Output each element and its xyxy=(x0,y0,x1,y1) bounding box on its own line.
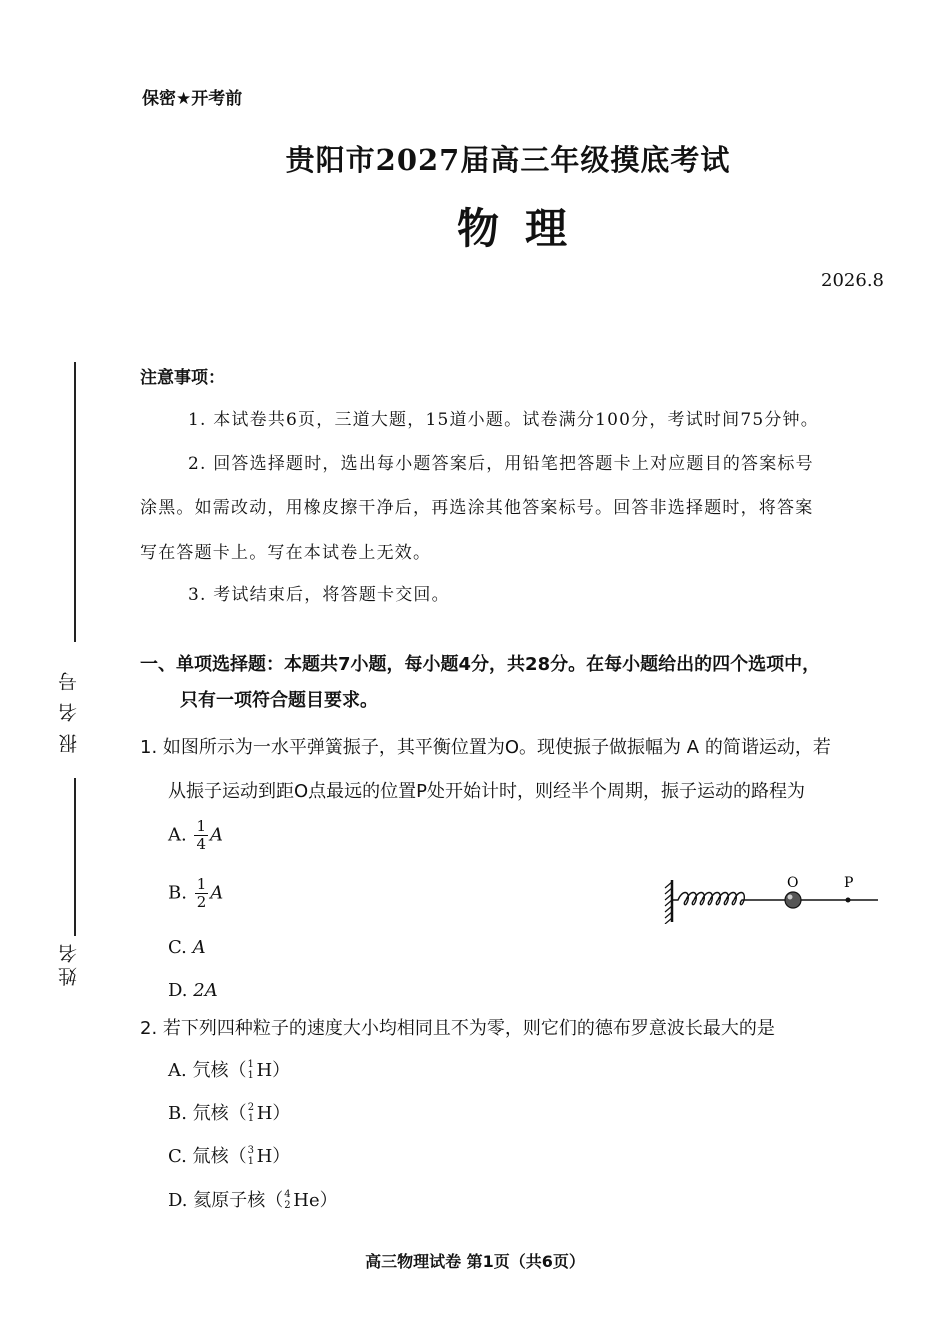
notice-item-2-line-2: 涂黑。如需改动，用橡皮擦干净后，再选涂其他答案标号。回答非选择题时，将答案 xyxy=(140,498,814,518)
close-paren: ） xyxy=(319,1190,338,1211)
spring-oscillator-figure xyxy=(660,868,880,924)
atomic-number: 1 xyxy=(247,1070,254,1081)
notice-item-2-line-1: 2. 回答选择题时，选出每小题答案后，用铅笔把答题卡上对应题目的答案标号 xyxy=(188,454,814,474)
question-2-option-c xyxy=(168,1142,290,1168)
close-paren: ） xyxy=(272,1103,291,1124)
spring-coil xyxy=(672,893,786,905)
fraction-numerator: 1 xyxy=(196,875,207,893)
name-label: 姓名 xyxy=(58,940,80,986)
name-line xyxy=(74,778,76,936)
label-o: O xyxy=(787,875,799,891)
option-letter: A. xyxy=(168,1060,187,1081)
particle-name: 氦原子核（ xyxy=(193,1190,284,1211)
subject-title: 物理 xyxy=(456,204,593,253)
notice-heading: 注意事项： xyxy=(140,368,225,388)
close-paren: ） xyxy=(272,1060,291,1081)
particle-name: 氕核（ xyxy=(192,1060,247,1081)
element-symbol: H xyxy=(256,1103,273,1124)
page-footer: 高三物理试卷 第1页（共6页） xyxy=(365,1252,585,1271)
option-letter: C. xyxy=(168,937,187,958)
exam-no-label: 报名号 xyxy=(58,660,80,753)
notice-item-1: 1. 本试卷共6页，三道大题，15道小题。试卷满分100分，考试时间75分钟。 xyxy=(188,410,819,430)
element-symbol: He xyxy=(293,1190,320,1211)
notice-item-3: 3. 考试结束后，将答题卡交回。 xyxy=(188,585,450,605)
option-letter: A. xyxy=(168,824,187,846)
fraction-denominator: 2 xyxy=(196,893,207,911)
question-1-option-c xyxy=(168,937,206,958)
mass-number: 4 xyxy=(284,1189,291,1200)
atomic-number: 1 xyxy=(247,1156,254,1167)
atomic-number: 1 xyxy=(247,1113,255,1124)
fraction-denominator: 4 xyxy=(196,835,207,853)
section-1-heading: 一、单项选择题：本题共7小题，每小题4分，共28分。在每小题给出的四个选项中， xyxy=(140,654,821,675)
question-1-option-d xyxy=(168,980,218,1001)
option-value: 2A xyxy=(193,980,218,1001)
atomic-number: 2 xyxy=(284,1200,291,1211)
section-1-heading-cont: 只有一项符合题目要求。 xyxy=(180,690,378,711)
option-letter: D. xyxy=(168,980,188,1001)
question-1-stem-line-1: 1. 如图所示为一水平弹簧振子，其平衡位置为O。现使振子做振幅为 A 的简谐运动，若 xyxy=(140,737,831,758)
exam-date: 2026.8 xyxy=(821,270,884,291)
nuclide-numbers xyxy=(247,1147,257,1167)
label-p: P xyxy=(844,875,854,891)
point-p-marker xyxy=(846,898,851,903)
ball-highlight xyxy=(788,895,793,900)
mass-number: 3 xyxy=(247,1145,254,1156)
exam-title: 贵阳市2027届高三年级摸底考试 xyxy=(285,143,731,177)
mass-number: 1 xyxy=(247,1059,254,1070)
nuclide-numbers xyxy=(247,1104,257,1124)
nuclide-numbers xyxy=(283,1191,293,1211)
question-2-option-d xyxy=(168,1186,338,1212)
option-letter: C. xyxy=(168,1146,187,1167)
exam-no-line xyxy=(74,362,76,642)
confidential-mark: 保密★开考前 xyxy=(142,89,243,109)
question-1-option-b xyxy=(168,876,223,911)
question-1-stem-line-2: 从振子运动到距O点最远的位置P处开始计时，则经半个周期，振子运动的路程为 xyxy=(168,781,806,802)
notice-item-2-line-3: 写在答题卡上。写在本试卷上无效。 xyxy=(140,543,432,563)
question-2-option-a xyxy=(168,1056,290,1082)
option-letter: D. xyxy=(168,1190,188,1211)
element-symbol: H xyxy=(256,1146,273,1167)
element-symbol: H xyxy=(256,1060,273,1081)
particle-name: 氚核（ xyxy=(192,1146,247,1167)
amplitude-symbol: A xyxy=(210,882,224,904)
option-letter: B. xyxy=(168,882,187,904)
fraction-numerator: 1 xyxy=(196,817,207,835)
particle-name: 氘核（ xyxy=(192,1103,247,1124)
mass-number: 2 xyxy=(247,1102,255,1113)
nuclide-numbers xyxy=(246,1061,256,1081)
question-2-option-b xyxy=(168,1099,290,1125)
fraction xyxy=(195,876,209,911)
option-letter: B. xyxy=(168,1103,187,1124)
fraction xyxy=(194,818,208,853)
close-paren: ） xyxy=(272,1146,291,1167)
oscillator-ball xyxy=(785,892,801,908)
question-1-option-a xyxy=(168,818,223,853)
question-2-stem: 2. 若下列四种粒子的速度大小均相同且不为零，则它们的德布罗意波长最大的是 xyxy=(140,1018,775,1039)
option-value: A xyxy=(192,937,206,958)
amplitude-symbol: A xyxy=(210,824,224,846)
